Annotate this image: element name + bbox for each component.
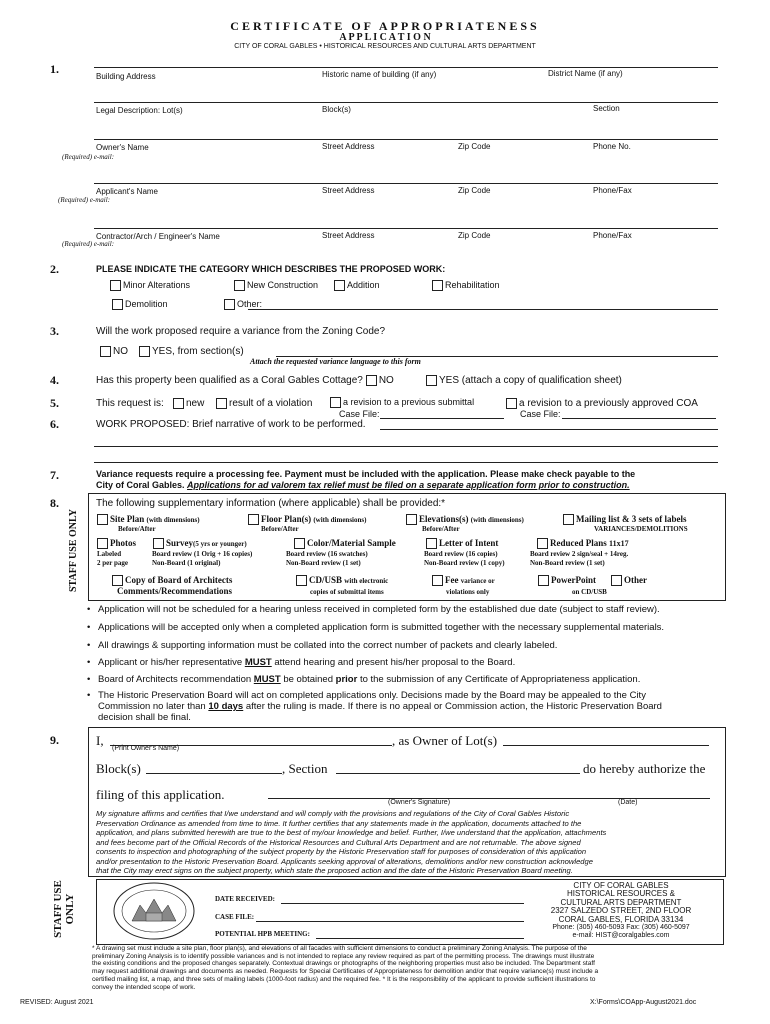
variance-yes-option[interactable] xyxy=(139,346,244,357)
variance-yes-checkbox[interactable] xyxy=(139,346,150,357)
bullet-5-mid: be obtained xyxy=(283,674,334,685)
date-received-label: DATE RECEIVED: xyxy=(215,895,275,903)
applicant-zip-label: Zip Code xyxy=(458,186,491,195)
potential-meeting-label: POTENTIAL HPB MEETING: xyxy=(215,930,310,938)
case-file-label-2: Case File: xyxy=(520,409,561,419)
cert-line-4: and fees become part of the Official Records of the Historical Resources and Cultural Arts Department and are not returnable. The above signed xyxy=(96,837,581,847)
color-nonboard: Non-Board review (1 set) xyxy=(286,559,361,567)
rehabilitation-label: Rehabilitation xyxy=(445,280,500,290)
reduced-option[interactable] xyxy=(537,538,629,549)
owner-i-label: I, xyxy=(96,733,104,748)
bullet-6-rest: after the ruling is made. If there is no appeal or Commission action, the Historic Preservation Board xyxy=(245,701,662,712)
page-subtitle: A P P L I C A T I O N xyxy=(339,32,431,43)
address-line-5: CORAL GABLES, FLORIDA 33134 xyxy=(558,914,684,924)
tax-relief-note: Applications for ad valorem tax relief must be filed on a separate application form prior to construction. xyxy=(187,480,630,490)
footnote-line-1: * A drawing set must include a site plan, floor plan(s), and elevations of all facades with sufficient dimensions to conduct a preliminary Zoning Analysis. The purpose of the xyxy=(92,945,587,952)
bullet-5-start: Board of Architects recommendation xyxy=(98,674,252,685)
case-file-label-1: Case File: xyxy=(339,409,380,419)
before-after-2: Before/After xyxy=(261,525,299,533)
cert-line-7: that the City may erect signs on the subject property, which state the proposed action and the date of the Historic Preservation Board meeting. xyxy=(96,866,573,875)
footnote-line-2: preliminary Zoning Analysis is to identify possible variances and is not intended to replace any review required as part of the permitting process. The drawings must illustrate xyxy=(92,952,595,960)
color-checkbox[interactable] xyxy=(294,538,305,549)
bullet-6: • The Historic Preservation Board will act on completed applications only. Decisions made by the Board may be appealed to the City xyxy=(98,690,646,701)
contractor-street-label: Street Address xyxy=(322,231,375,240)
variances-demolitions: VARIANCES/DEMOLITIONS xyxy=(594,525,688,533)
staff-use-side-label: STAFF USE ONLY xyxy=(68,509,79,592)
copy-board-checkbox[interactable] xyxy=(112,575,123,586)
contractor-email-label: (Required) e-mail: xyxy=(62,240,115,248)
contractor-phone-label: Phone/Fax xyxy=(593,231,632,240)
section-9-section-label: , Section xyxy=(282,761,328,776)
request-revision-coa-option[interactable] xyxy=(506,398,698,409)
cert-line-2: Preservation Ordinance as amended from time to time. It further certifies that any statements made in the application, documents attached to the xyxy=(96,818,582,828)
address-line-6: Phone: (305) 460-5093 Fax: (305) 460-5097 xyxy=(552,924,690,932)
powerpoint-checkbox[interactable] xyxy=(538,575,549,586)
section-3-number: 3. xyxy=(50,324,59,338)
floor-plans-checkbox[interactable] xyxy=(248,514,259,525)
before-after-1: Before/After xyxy=(118,525,156,533)
section-2-heading: PLEASE INDICATE THE CATEGORY WHICH DESCRIBES THE PROPOSED WORK: xyxy=(96,264,446,274)
new-construction-label: New Construction xyxy=(247,280,319,290)
cert-line-5: consents to inspection and photographing of the subject property by the Historic Preservation staff for purposes of consideration of this application xyxy=(96,847,587,856)
owner-street-label: Street Address xyxy=(322,142,375,151)
fee-sub-2: violations only xyxy=(446,588,490,596)
cottage-question: Has this property been qualified as a Coral Gables Cottage? xyxy=(96,375,363,387)
floor-plans-option[interactable] xyxy=(248,514,366,525)
variance-yes-label: YES, from section(s) xyxy=(152,346,244,358)
addition-option[interactable] xyxy=(334,280,380,291)
site-plan-sub: (with dimensions) xyxy=(146,516,200,524)
city-name: City of Coral Gables. xyxy=(96,480,185,490)
section-5-number: 5. xyxy=(50,396,59,410)
cert-line-6: and/or presentation to the Historic Preservation Board. Applicants seeking approval of alterations, demolitions and/or new construction acknowledge xyxy=(96,856,593,866)
footnote-line-6: convey the intended scope of work. xyxy=(92,983,196,991)
cert-line-3: application, and plans submitted herewith are true to the best of my/our knowledge and belief. Further, I/we understand that the application, attachments xyxy=(96,828,607,837)
site-plan-checkbox[interactable] xyxy=(97,514,108,525)
survey-sub: (5 yrs or younger) xyxy=(193,540,247,548)
cottage-yes-label: YES (attach a copy of qualification sheet) xyxy=(439,375,622,387)
rehabilitation-checkbox[interactable] xyxy=(432,280,443,291)
reduced-size: 11x17 xyxy=(609,539,629,548)
supplementary-heading: The following supplementary information (where applicable) shall be provided:* xyxy=(96,498,446,509)
variance-no-option[interactable] xyxy=(100,346,128,357)
print-owner-name-label: (Print Owner's Name) xyxy=(112,745,180,752)
bullet-6-line2 xyxy=(98,701,662,712)
letter-board: Board review (16 copies) xyxy=(424,550,498,558)
file-path: X:\Forms\COApp-August2021.doc xyxy=(590,999,697,1006)
variance-question: Will the work proposed require a variance from the Zoning Code? xyxy=(96,326,386,337)
copy-board-label-2: Comments/Recommendations xyxy=(117,586,232,596)
photos-label: Photos xyxy=(110,538,137,548)
contractor-name-label: Contractor/Arch / Engineer's Name xyxy=(96,232,220,241)
section-1-number: 1. xyxy=(50,62,59,76)
bullet-5-prior: prior xyxy=(335,674,358,685)
request-revision-checkbox[interactable] xyxy=(330,397,341,408)
color-option[interactable] xyxy=(294,538,396,549)
authorize-label: do hereby authorize the xyxy=(583,761,706,776)
letter-nonboard: Non-Board review (1 copy) xyxy=(424,559,505,567)
page-title: CERTIFICATE OF APPROPRIATENESS xyxy=(230,19,540,33)
request-violation-label: result of a violation xyxy=(229,398,313,410)
owner-name-label: Owner's Name xyxy=(96,143,149,152)
elevations-option[interactable] xyxy=(406,514,524,525)
request-violation-option[interactable] xyxy=(216,398,312,409)
owner-of-lots-label: , as Owner of Lot(s) xyxy=(392,733,498,748)
letter-checkbox[interactable] xyxy=(426,538,437,549)
blocks-label: Block(s) xyxy=(96,761,141,776)
mailing-option[interactable] xyxy=(563,514,687,525)
applicant-name-label: Applicant's Name xyxy=(96,187,158,196)
powerpoint-sub: on CD/USB xyxy=(572,588,607,596)
cottage-yes-checkbox[interactable] xyxy=(426,375,437,386)
floor-plans-label: Floor Plan(s) xyxy=(261,514,312,524)
request-revision-option[interactable] xyxy=(330,397,474,408)
request-revision-label: a revision to a previous submittal xyxy=(343,397,475,407)
variance-fee-line1: Variance requests require a processing fee. Payment must be included with the application. Please make check payable to the xyxy=(96,469,636,479)
photos-labeled: Labeled xyxy=(97,550,122,558)
revised-date: REVISED: August 2021 xyxy=(20,999,94,1006)
variance-attach-note: Attach the requested variance language to this form xyxy=(250,357,421,366)
fee-option[interactable] xyxy=(432,575,495,586)
photos-option[interactable] xyxy=(97,538,136,549)
fee-label: Fee xyxy=(445,575,459,585)
cottage-no-checkbox[interactable] xyxy=(366,375,377,386)
footnote-line-3: the existing conditions and the proposed changes separately. Contextual drawings or photographs of the neighboring properties must also be included. The Department staff xyxy=(92,960,595,968)
letter-option[interactable] xyxy=(426,538,498,549)
cd-usb-sub-2: copies of submittal items xyxy=(310,588,384,596)
before-after-3: Before/After xyxy=(422,525,460,533)
new-construction-checkbox[interactable] xyxy=(234,280,245,291)
other-supplement-checkbox[interactable] xyxy=(611,575,622,586)
other-checkbox[interactable] xyxy=(224,299,235,310)
address-line-3: CULTURAL ARTS DEPARTMENT xyxy=(560,897,682,907)
bullet-6-line3: decision shall be final. xyxy=(98,712,191,723)
demolition-checkbox[interactable] xyxy=(112,299,123,310)
email-link[interactable]: e-mail: HIST@coralgables.com xyxy=(572,932,670,940)
section-4-number: 4. xyxy=(50,373,59,387)
bullet-1: • Application will not be scheduled for a hearing unless received in completed form by the established due date (subject to staff review). xyxy=(98,604,660,615)
section-label: Section xyxy=(593,104,620,113)
variance-fee-line2 xyxy=(96,480,630,490)
addition-label: Addition xyxy=(347,280,380,290)
department-name: CITY OF CORAL GABLES • HISTORICAL RESOURCES AND CULTURAL ARTS DEPARTMENT xyxy=(234,43,536,50)
legal-description-label: Legal Description: Lot(s) xyxy=(96,106,183,115)
photos-checkbox[interactable] xyxy=(97,538,108,549)
bullet-5 xyxy=(98,674,640,685)
request-new-checkbox[interactable] xyxy=(173,398,184,409)
bullet-4-must: MUST xyxy=(244,657,272,668)
survey-label: Survey xyxy=(166,538,193,548)
survey-nonboard: Non-Board (1 original) xyxy=(152,559,221,567)
elevations-checkbox[interactable] xyxy=(406,514,417,525)
footnote xyxy=(92,945,722,991)
historic-name-label: Historic name of building (if any) xyxy=(322,70,437,79)
cd-usb-label: CD/USB xyxy=(309,575,343,585)
survey-board: Board review (1 Orig + 16 copies) xyxy=(152,550,253,558)
photos-per-page: 2 per page xyxy=(97,559,128,567)
elevations-label: Elevations(s) xyxy=(419,514,469,524)
copy-board-option[interactable] xyxy=(112,575,232,586)
contractor-zip-label: Zip Code xyxy=(458,231,491,240)
powerpoint-option[interactable] xyxy=(538,575,596,586)
rehabilitation-option[interactable] xyxy=(432,280,500,291)
other-supplement-label: Other xyxy=(624,575,647,585)
fee-checkbox[interactable] xyxy=(432,575,443,586)
reduced-checkbox[interactable] xyxy=(537,538,548,549)
bullet-6-ten-days: 10 days xyxy=(208,701,244,712)
cd-usb-checkbox[interactable] xyxy=(296,575,307,586)
filing-label: filing of this application. xyxy=(96,787,225,802)
variance-no-label: NO xyxy=(113,346,128,358)
demolition-label: Demolition xyxy=(125,299,168,309)
other-supplement-option[interactable] xyxy=(611,575,647,586)
city-seal-icon xyxy=(106,881,202,941)
copy-board-label: Copy of Board of Architects xyxy=(125,575,233,585)
minor-alterations-checkbox[interactable] xyxy=(110,280,121,291)
block-label: Block(s) xyxy=(322,105,351,114)
reduced-board: Board review 2 sign/seal + 14reg. xyxy=(530,550,629,558)
applicant-street-label: Street Address xyxy=(322,186,375,195)
section-6-number: 6. xyxy=(50,417,59,431)
reduced-nonboard: Non-Board review (1 set) xyxy=(530,559,605,567)
site-plan-label: Site Plan xyxy=(110,514,145,524)
powerpoint-label: PowerPoint xyxy=(551,575,596,585)
address-line-2: HISTORICAL RESOURCES & xyxy=(566,889,676,899)
floor-plans-sub: (with dimensions) xyxy=(313,516,367,524)
request-type-label: This request is: xyxy=(96,398,164,409)
bullet-5-rest: to the submission of any Certificate of Appropriateness application. xyxy=(359,674,641,685)
survey-option[interactable] xyxy=(153,538,247,549)
demolition-option[interactable] xyxy=(112,299,168,310)
letter-label: Letter of Intent xyxy=(439,538,499,548)
survey-checkbox[interactable] xyxy=(153,538,164,549)
certification-paragraph xyxy=(96,809,720,876)
mailing-label: Mailing list & 3 sets of labels xyxy=(576,514,687,524)
color-label: Color/Material Sample xyxy=(307,538,396,548)
reduced-label: Reduced Plans xyxy=(550,538,607,548)
footnote-line-4: may request additional drawings and documents as needed. Requests for Special Certificates of Appropriateness for demolition and/or that require variance(s) must include a xyxy=(92,968,599,976)
bullet-4-start: Applicant or his/her representative xyxy=(98,657,243,668)
section-8-number: 8. xyxy=(50,496,59,510)
request-new-label: new xyxy=(186,398,205,410)
minor-alterations-option[interactable] xyxy=(110,280,190,291)
owner-signature-label: (Owner's Signature) xyxy=(388,799,451,806)
address-line-4: 2327 SALZEDO STREET, 2ND FLOOR xyxy=(550,906,692,916)
applicant-email-label: (Required) e-mail: xyxy=(58,196,111,204)
cottage-no-label: NO xyxy=(378,375,394,387)
footnote-line-5: certified mailing list, a map, and three sets of mailing labels (1000-foot radius) and the required fee. * It is the responsibility of the applicant to provide sufficient illustrations to xyxy=(92,975,596,983)
section-2-number: 2. xyxy=(50,262,59,276)
department-address xyxy=(524,882,718,941)
case-file-staff-label: CASE FILE: xyxy=(215,913,255,921)
cd-usb-option[interactable] xyxy=(296,575,388,586)
owner-email-label: (Required) e-mail: xyxy=(62,153,115,161)
cottage-question-row xyxy=(96,375,394,386)
date-label: (Date) xyxy=(618,799,638,806)
applicant-phone-label: Phone/Fax xyxy=(593,186,632,195)
owner-phone-label: Phone No. xyxy=(593,142,631,151)
bullet-3: • All drawings & supporting information must be collated into the correct number of packets and clearly labeled. xyxy=(98,640,557,651)
color-board: Board review (16 swatches) xyxy=(286,550,368,558)
elevations-sub: (with dimensions) xyxy=(470,516,524,524)
site-plan-option[interactable] xyxy=(97,514,200,525)
cottage-yes-option[interactable] xyxy=(426,375,622,386)
building-address-label: Building Address xyxy=(96,72,156,81)
bullet-5-must: MUST xyxy=(253,674,281,685)
address-line-1: CITY OF CORAL GABLES xyxy=(573,881,669,890)
request-revision-coa-label: a revision to a previously approved COA xyxy=(519,398,698,410)
bullet-4 xyxy=(98,657,515,668)
other-label: Other: xyxy=(237,299,263,309)
section-7-number: 7. xyxy=(50,468,59,482)
new-construction-option[interactable] xyxy=(234,280,318,291)
variance-no-checkbox[interactable] xyxy=(100,346,111,357)
minor-alterations-label: Minor Alterations xyxy=(123,280,191,290)
request-violation-checkbox[interactable] xyxy=(216,398,227,409)
owner-zip-label: Zip Code xyxy=(458,142,491,151)
district-name-label: District Name (if any) xyxy=(548,69,623,78)
section-9-number: 9. xyxy=(50,733,59,747)
bullet-4-rest: attend hearing and present his/her proposal to the Board. xyxy=(274,657,516,668)
bullet-2: • Applications will be accepted only when a completed application form is submitted together with the necessary supplemental materials. xyxy=(98,622,664,633)
mailing-checkbox[interactable] xyxy=(563,514,574,525)
work-proposed-label: WORK PROPOSED: Brief narrative of work to be performed. xyxy=(96,419,366,430)
cd-usb-sub: with electronic xyxy=(344,577,389,585)
request-revision-coa-checkbox[interactable] xyxy=(506,398,517,409)
addition-checkbox[interactable] xyxy=(334,280,345,291)
staff-use-only-label: STAFF USE ONLY xyxy=(52,880,76,938)
bullet-6-commission: Commission no later than xyxy=(98,701,206,712)
fee-sub: variance or xyxy=(460,577,495,585)
cert-line-1: My signature affirms and certifies that I/we understand and will comply with the provisions and regulations of the City of Coral Gables Historic xyxy=(96,809,570,818)
request-new-option[interactable] xyxy=(173,398,204,409)
